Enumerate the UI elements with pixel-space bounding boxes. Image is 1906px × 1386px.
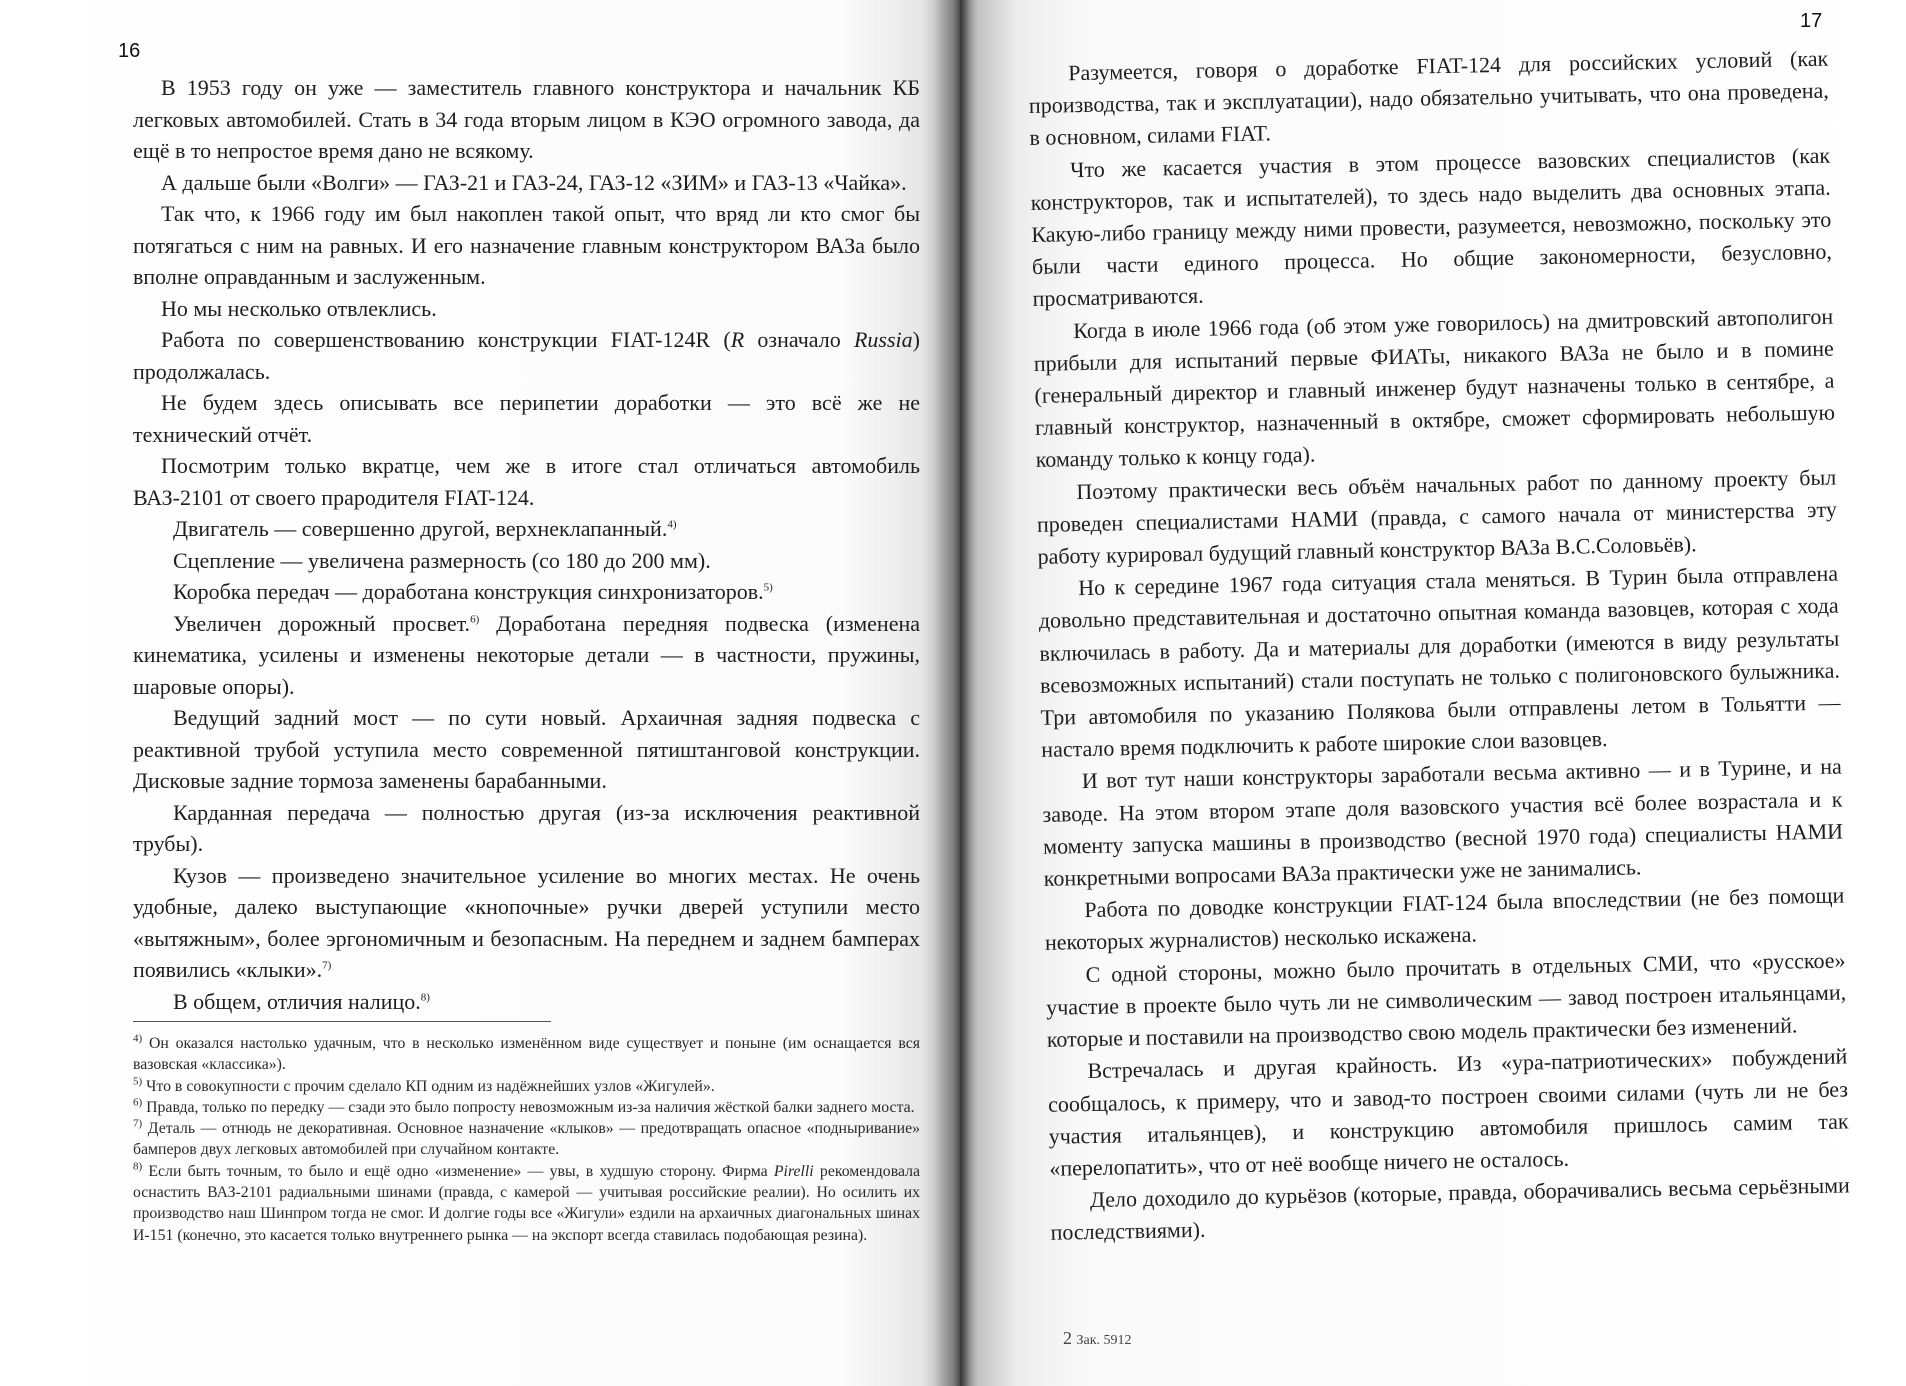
paragraph: С одной стороны, можно было прочитать в отдельных СМИ, что «русское» участие в проекте было чуть ли не символическим — завод построен итальянцами, которые и поставили на производство свою модель практически без изменений. [1045,947,1847,1052]
book-spine-shadow [934,0,978,1386]
paragraph: Но к середине 1967 года ситуация стала меняться. В Турин была отправлена довольно представительная и достаточно опытная команда вазовцев, которая с хода включилась в работу. Да и материалы для доработки (имеются в виду результаты всевозможных испытаний) стали поступать не только с полигоновского булыжника. Три автомобиля по указанию Полякова были отправлены летом в Тольятти — настало время подключить к работе широкие слои вазовцев. [1038,560,1841,763]
text-run: В общем, отличия налицо. [173,988,421,1014]
footnote-ref[interactable]: 7) [322,959,332,972]
footnote [133,1097,920,1118]
paragraph [133,860,920,986]
footnote-marker: 4) [133,1032,143,1045]
italic-text: Pirelli [773,1162,814,1180]
paragraph [133,608,920,703]
left-page-body [133,72,920,1017]
footnote-marker: 7) [133,1117,143,1130]
paragraph: А дальше были «Волги» — ГАЗ-21 и ГАЗ-24, ГАЗ-12 «ЗИМ» и ГАЗ-13 «Чайка». [161,169,907,195]
footnote-text: рекомендовала оснастить ВАЗ-2101 радиальными шинами (правда, с камерой — учитывая российские реалии). Но осилить их производство наш Шинпром тогда не смог. И долгие годы все «Жигули» ездили на архаичных диагональных шинах И-151 (конечно, это касается только внутреннего рынка — на экспорт всегда ставилась подобающая резина). [133,1162,920,1244]
footnote-ref[interactable]: 8) [420,991,430,1004]
footnote [133,1118,920,1161]
paragraph: Сцепление — увеличена размерность (со 180 до 200 мм). [173,547,711,573]
right-page-number: 17 [1800,10,1823,32]
paragraph [133,576,920,608]
paragraph [133,986,920,1018]
paragraph: Поэтому практически весь объём начальных работ по данному проекту был проведен специалистами НАМИ (правда, с самого начала от министерства эту работу курировал будущий главный конструктор ВАЗа В.С.Соловьёв). [1036,464,1838,569]
footnote-text: Он оказался настолько удачным, что в несколько изменённом виде существует и поныне (им оснащается вся вазовская «классика»). [133,1035,920,1074]
paragraph: Работа по доводке конструкции FIAT-124 была впоследствии (не без помощи некоторых журналистов) несколько искажена. [1044,882,1845,956]
paragraph: Встречалась и другая крайность. Из «ура-патриотических» побуждений сообщалось, к примеру, что и завод-то построен своими силами (чуть ли не без участия итальянцев), и конструкцию автомобиля пришлось самим так «перелопатить», что от неё вообще ничего не осталось. [1047,1043,1849,1181]
left-page-number: 16 [118,40,141,62]
paragraph: Карданная передача — полностью другая (из-за исключения реактивной трубы). [133,799,920,856]
footnote-divider [133,1021,551,1022]
footnote-text: Деталь — отнюдь не декоративная. Основное назначение «клыков» — предотвращать опасное «подныривание» бамперов двух легковых автомобилей при случайном контакте. [133,1120,920,1159]
paragraph: Не будем здесь описывать все перипетии доработки — это всё же не технический отчёт. [133,390,920,447]
paragraph: Так что, к 1966 году им был накоплен такой опыт, что вряд ли кто смог бы потягаться с ним на равных. И его назначение главным конструктором ВАЗа было вполне оправданным и заслуженным. [133,201,920,289]
right-page-body [1028,43,1851,1250]
paragraph: Разумеется, говоря о доработке FIAT-124 для российских условий (как производства, так и эксплуатации), надо обязательно учитывать, что она проведена, в основном, силами FIAT. [1028,45,1830,151]
footnote-text: Что в совокупности с прочим сделало КП одним из надёжнейших узлов «Жигулей». [142,1077,715,1095]
footnote [133,1033,920,1076]
paragraph [133,513,920,545]
footnote-ref[interactable]: 4) [667,518,677,531]
footnote-text: Если быть точным, то было и ещё одно «изменение» — увы, в худшую сторону. Фирма [142,1162,774,1180]
text-run: Коробка передач — доработана конструкция синхронизаторов. [173,579,764,604]
italic-text: R [730,327,745,352]
paragraph: Посмотрим только вкратце, чем же в итоге стал отличаться автомобиль ВАЗ-2101 от своего прародителя FIAT-124. [133,453,920,510]
footnote-marker: 6) [133,1096,143,1109]
printer-signature [1063,1328,1132,1349]
italic-text: Russia [853,327,913,352]
paragraph: Но мы несколько отвлеклись. [161,295,437,321]
text-run: Кузов — произведено значительное усиление во многих местах. Не очень удобные, далеко выступающие «кнопочные» ручки дверей уступили место «вытяжным», более эргономичным и безопасным. На переднем и заднем бамперах появились «клыки». [133,862,920,982]
footnote-marker: 8) [133,1160,143,1173]
text-run: Работа по совершенствованию конструкции FIAT-124R ( [161,327,731,352]
footnotes [133,1033,920,1246]
paragraph: Дело доходило до курьёзов (которые, правда, оборачивались весьма серьёзными последствиями). [1050,1172,1851,1246]
signature-number: 2 [1063,1328,1072,1348]
paragraph: Когда в июле 1966 года (об этом уже говорилось) на дмитровский автополигон прибыли для испытаний первые ФИАТы, никакого ВАЗа не было и в помине (генеральный директор и главный инженер будут назначены только в сентябре, а главный конструктор, назначенный в октябре, сможет сформировать небольшую команду только к концу года). [1033,303,1836,473]
footnote-ref[interactable]: 6) [470,613,480,626]
paragraph: В 1953 году он уже — заместитель главного конструктора и начальник КБ легковых автомобилей. Стать в 34 года вторым лицом в КЭО огромного завода, да ещё в то непростое время дано не всякому. [133,75,920,163]
text-run: Двигатель — совершенно другой, верхнеклапанный. [173,516,668,541]
footnote [133,1161,920,1246]
footnote [133,1076,920,1097]
text-run: Увеличен дорожный просвет. [173,610,471,636]
footnote-ref[interactable]: 5) [763,581,773,594]
paragraph: Что же касается участия в этом процессе вазовских специалистов (как конструкторов, так и испытателей), то здесь надо выделить два основных этапа. Какую-либо границу между ними провести, разумеется, невозможно, поскольку это были части единого процесса. Но общие закономерности, безусловно, просматриваются. [1030,142,1833,312]
paragraph: И вот тут наши конструкторы заработали весьма активно — и в Турине, и на заводе. На этом втором этапе доля вазовского участия всё более возрастала и к моменту запуска машины в производство (весной 1970 года) специалисты НАМИ конкретными вопросами ВАЗа практически уже не занимались. [1042,753,1844,891]
text-run: ) продолжалась. [133,327,920,384]
text-run: Доработана передняя подвеска (изменена кинематика, усилены и изменены некоторые детали — в частности, пружины, шаровые опоры). [133,610,921,699]
signature-order: Зак. 5912 [1076,1333,1132,1348]
text-run: означало [744,327,854,352]
footnote-marker: 5) [133,1075,143,1088]
paragraph: Ведущий задний мост — по сути новый. Архаичная задняя подвеска с реактивной трубой уступила место современной пятиштанговой конструкции. Дисковые задние тормоза заменены барабанными. [133,705,920,793]
footnote-text: Правда, только по передку — сзади это было попросту невозможным из-за наличия жёсткой балки заднего моста. [142,1098,915,1116]
paragraph [133,324,920,387]
